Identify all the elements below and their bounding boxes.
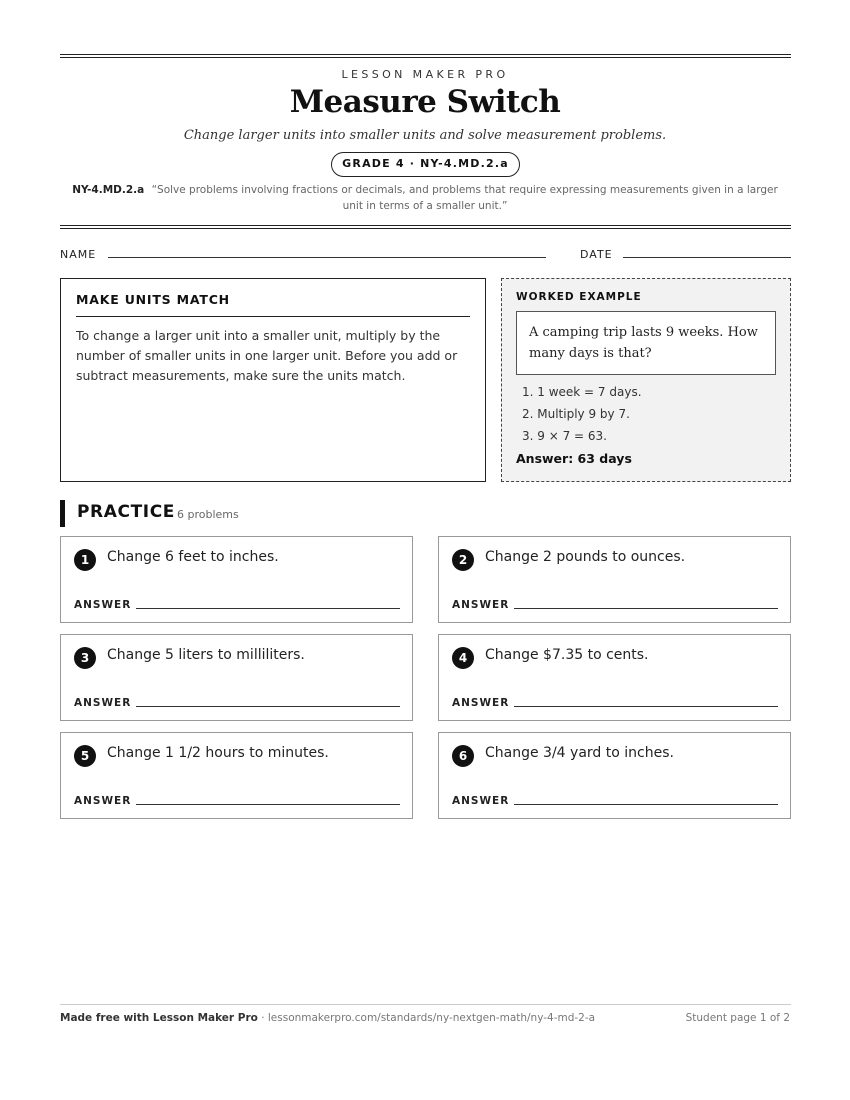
answer-label: ANSWER <box>74 599 132 611</box>
problem-card-2 <box>438 536 791 623</box>
make-units-heading: MAKE UNITS MATCH <box>76 292 470 317</box>
answer-field-1[interactable] <box>136 608 400 609</box>
standard-description <box>64 182 786 214</box>
worked-example-box <box>501 278 791 482</box>
standard-text: “Solve problems involving fractions or decimals, and problems that require expressing measurements given in a larger unit in terms of a smaller unit.” <box>151 184 778 212</box>
footer-page-number: Student page 1 of 2 <box>685 1012 790 1024</box>
practice-heading: PRACTICE <box>77 502 175 522</box>
problem-text: Change 5 liters to milliliters. <box>107 647 305 663</box>
worked-example-steps <box>516 381 776 447</box>
problem-number-badge: 6 <box>452 745 474 767</box>
problem-number-badge: 5 <box>74 745 96 767</box>
name-field[interactable] <box>108 257 546 258</box>
practice-count: 6 problems <box>177 508 239 521</box>
problem-card-4 <box>438 634 791 721</box>
answer-field-6[interactable] <box>514 804 778 805</box>
make-units-body: To change a larger unit into a smaller unit, multiply by the number of smaller units in one larger unit. Before you add or subtract measurements, make sure the units match. <box>76 328 458 383</box>
worked-example-heading: WORKED EXAMPLE <box>516 291 642 303</box>
problem-number-badge: 2 <box>452 549 474 571</box>
answer-field-3[interactable] <box>136 706 400 707</box>
make-units-match-box <box>60 278 486 482</box>
worked-example-step: 2. Multiply 9 by 7. <box>522 407 630 421</box>
problem-card-3 <box>60 634 413 721</box>
problem-card-6 <box>438 732 791 819</box>
name-label: NAME <box>60 248 97 261</box>
answer-field-5[interactable] <box>136 804 400 805</box>
answer-label: ANSWER <box>452 599 510 611</box>
problem-number-badge: 4 <box>452 647 474 669</box>
footer-url[interactable]: · lessonmakerpro.com/standards/ny-nextgen-math/ny-4-md-2-a <box>257 1012 596 1024</box>
answer-field-2[interactable] <box>514 608 778 609</box>
problem-card-5 <box>60 732 413 819</box>
problem-number-badge: 3 <box>74 647 96 669</box>
page-title: Measure Switch <box>289 84 561 120</box>
date-field[interactable] <box>623 257 791 258</box>
page-subtitle: Change larger units into smaller units and solve measurement problems. <box>183 128 667 143</box>
problem-text: Change 1 1/2 hours to minutes. <box>107 745 329 761</box>
footer-rule <box>60 1004 791 1005</box>
footer-made-by: Made free with Lesson Maker Pro <box>60 1012 258 1024</box>
worked-example-step: 1. 1 week = 7 days. <box>522 385 642 399</box>
brand-label: LESSON MAKER PRO <box>341 68 509 81</box>
worked-example-step: 3. 9 × 7 = 63. <box>522 429 607 443</box>
problem-text: Change $7.35 to cents. <box>485 647 649 663</box>
worked-example-question: A camping trip lasts 9 weeks. How many days is that? <box>516 311 776 375</box>
answer-label: ANSWER <box>74 795 132 807</box>
footer-credit <box>60 1012 595 1024</box>
standard-code: NY-4.MD.2.a <box>72 184 145 196</box>
worked-example-answer: Answer: 63 days <box>516 451 632 466</box>
answer-label: ANSWER <box>452 795 510 807</box>
problem-text: Change 3/4 yard to inches. <box>485 745 674 761</box>
problem-text: Change 6 feet to inches. <box>107 549 279 565</box>
problem-number-badge: 1 <box>74 549 96 571</box>
date-label: DATE <box>580 248 613 261</box>
grade-badge: GRADE 4 · NY-4.MD.2.a <box>331 152 520 177</box>
problem-text: Change 2 pounds to ounces. <box>485 549 686 565</box>
answer-field-4[interactable] <box>514 706 778 707</box>
top-double-rule <box>60 54 791 58</box>
answer-label: ANSWER <box>452 697 510 709</box>
header-bottom-rule <box>60 225 791 229</box>
problem-card-1 <box>60 536 413 623</box>
answer-label: ANSWER <box>74 697 132 709</box>
practice-accent-bar <box>60 500 65 527</box>
